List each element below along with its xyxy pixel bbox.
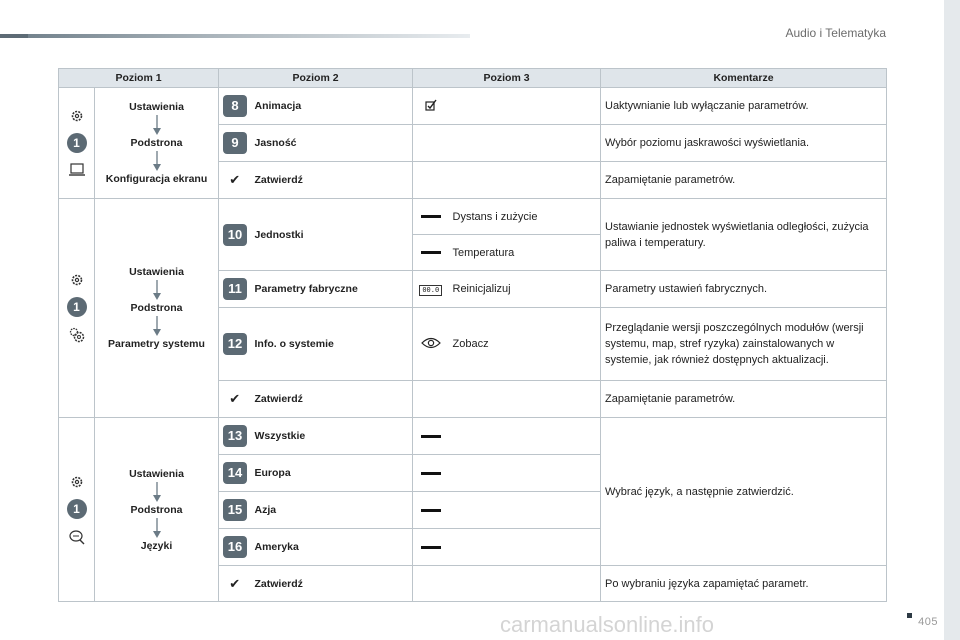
row-number-cell (219, 455, 251, 492)
item-number-badge: 14 (223, 462, 247, 484)
step-badge: 1 (67, 499, 87, 519)
comment-cell: Wybrać język, a następnie zatwierdzić. (601, 418, 887, 566)
group3-path (95, 418, 219, 602)
confirm-label: Zatwierdź (251, 566, 413, 602)
factory-params-label: Parametry fabryczne (251, 271, 413, 308)
checkbox-icon (425, 99, 437, 111)
lang-europe-label: Europa (251, 455, 413, 492)
comment-cell: Zapamiętanie parametrów. (601, 162, 887, 199)
item-number-badge: 16 (223, 536, 247, 558)
arrow-down-icon (153, 482, 161, 502)
option-bar-icon (421, 472, 441, 475)
path-settings: Ustawienia (129, 101, 184, 113)
path-subpage: Podstrona (130, 503, 183, 516)
comment-cell: Uaktywnianie lub wyłączanie parametrów. (601, 88, 887, 125)
arrow-down-icon (153, 518, 161, 538)
checkmark-icon: ✔ (229, 172, 241, 187)
confirm-check-cell (219, 381, 251, 418)
table-row (59, 418, 887, 455)
item-number-badge: 9 (223, 132, 247, 154)
path-screen-config: Konfiguracja ekranu (105, 173, 208, 185)
level3-empty (413, 381, 601, 418)
col-header-level3: Poziom 3 (413, 69, 601, 88)
group3-icons (59, 418, 95, 602)
comment-cell: Zapamiętanie parametrów. (601, 381, 887, 418)
option-bar-icon (421, 215, 441, 218)
lang-asia-label: Azja (251, 492, 413, 529)
item-number-badge: 12 (223, 333, 247, 355)
item-number-badge: 10 (223, 224, 247, 246)
level3-empty (449, 455, 601, 492)
watermark: carmanualsonline.info (500, 612, 715, 637)
row-number-cell (219, 308, 251, 381)
system-info-label: Info. o systemie (251, 308, 413, 381)
level3-icon-cell (413, 88, 449, 125)
item-number-badge: 15 (223, 499, 247, 521)
checkmark-icon: ✔ (229, 575, 241, 591)
table-row (59, 199, 887, 235)
row-number-cell (219, 125, 251, 162)
option-bar-icon (421, 546, 441, 549)
header-stripe-accent (0, 34, 28, 38)
step-badge: 1 (67, 133, 87, 153)
row-number-cell (219, 271, 251, 308)
comment-cell: Przeglądanie wersji poszczególnych modułów (wersji systemu, map, stref ryzyka) zainstalowanych w systemie, jak również dostępnych aktualizacji. (601, 308, 887, 381)
item-number-badge: 8 (223, 95, 247, 117)
checkmark-icon: ✔ (229, 391, 241, 406)
units-label: Jednostki (251, 199, 413, 271)
level3-empty (449, 418, 601, 455)
path-languages: Języki (140, 539, 173, 552)
arrow-down-icon (153, 280, 161, 300)
path-settings: Ustawienia (129, 467, 184, 480)
row-number-cell (219, 492, 251, 529)
level3-icon-cell (413, 235, 449, 271)
col-header-comments: Komentarze (601, 69, 887, 88)
col-header-level1: Poziom 1 (59, 69, 219, 88)
step-badge: 1 (67, 297, 87, 317)
col-header-level2: Poziom 2 (219, 69, 413, 88)
reinit-option: Reinicjalizuj (449, 271, 601, 308)
lang-america-label: Ameryka (251, 529, 413, 566)
comment-cell: Ustawianie jednostek wyświetlania odległości, zużycia paliwa i temperatury. (601, 199, 887, 271)
brightness-label: Jasność (251, 125, 413, 162)
level3-icon-cell (413, 492, 449, 529)
row-number-cell (219, 529, 251, 566)
arrow-down-icon (153, 115, 161, 135)
distance-consumption-option: Dystans i zużycie (449, 199, 601, 235)
row-number-cell (219, 418, 251, 455)
confirm-label: Zatwierdź (251, 381, 413, 418)
level3-icon-cell (413, 199, 449, 235)
item-number-badge: 11 (223, 278, 247, 300)
view-option: Zobacz (449, 308, 601, 381)
level3-icon-cell (413, 418, 449, 455)
path-subpage: Podstrona (130, 302, 183, 314)
row-number-cell (219, 199, 251, 271)
temperature-option: Temperatura (449, 235, 601, 271)
level3-empty (449, 88, 601, 125)
reset-counter-icon: 00.0 (419, 285, 442, 296)
row-number-cell (219, 88, 251, 125)
table-header-row (59, 69, 887, 88)
settings-menu-table (58, 68, 887, 602)
arrow-down-icon (153, 151, 161, 171)
settings-gear-icon (70, 273, 84, 287)
group1-path (95, 88, 219, 199)
level3-icon-cell (413, 529, 449, 566)
level3-empty (449, 492, 601, 529)
page-marker (907, 613, 912, 618)
system-params-gears-icon (68, 327, 86, 343)
settings-gear-icon (70, 109, 84, 123)
comment-cell: Wybór poziomu jaskrawości wyświetlania. (601, 125, 887, 162)
level3-empty (413, 125, 601, 162)
level3-icon-cell (413, 271, 449, 308)
language-icon (68, 529, 86, 545)
header-stripe (0, 34, 470, 38)
item-number-badge: 13 (223, 425, 247, 447)
confirm-check-cell (219, 566, 251, 602)
level3-empty (413, 162, 601, 199)
path-subpage: Podstrona (130, 137, 183, 149)
screen-config-icon (68, 163, 86, 177)
level3-icon-cell (413, 455, 449, 492)
confirm-check-cell (219, 162, 251, 199)
eye-icon (421, 337, 441, 349)
page-side-bar (944, 0, 960, 640)
settings-gear-icon (70, 475, 84, 489)
arrow-down-icon (153, 316, 161, 336)
page-number: 405 (918, 616, 938, 628)
page-header-title: Audio i Telematyka (785, 26, 886, 40)
lang-all-label: Wszystkie (251, 418, 413, 455)
level3-icon-cell (413, 308, 449, 381)
comment-cell: Po wybraniu języka zapamiętać parametr. (601, 566, 887, 602)
option-bar-icon (421, 251, 441, 254)
option-bar-icon (421, 435, 441, 438)
group2-path (95, 199, 219, 418)
animation-label: Animacja (251, 88, 413, 125)
level3-empty (449, 529, 601, 566)
confirm-label: Zatwierdź (251, 162, 413, 199)
comment-cell: Parametry ustawień fabrycznych. (601, 271, 887, 308)
group2-icons (59, 199, 95, 418)
level3-empty (413, 566, 601, 602)
table-row (59, 88, 887, 125)
group1-icons (59, 88, 95, 199)
path-settings: Ustawienia (129, 266, 184, 278)
path-system-params: Parametry systemu (108, 338, 205, 350)
option-bar-icon (421, 509, 441, 512)
